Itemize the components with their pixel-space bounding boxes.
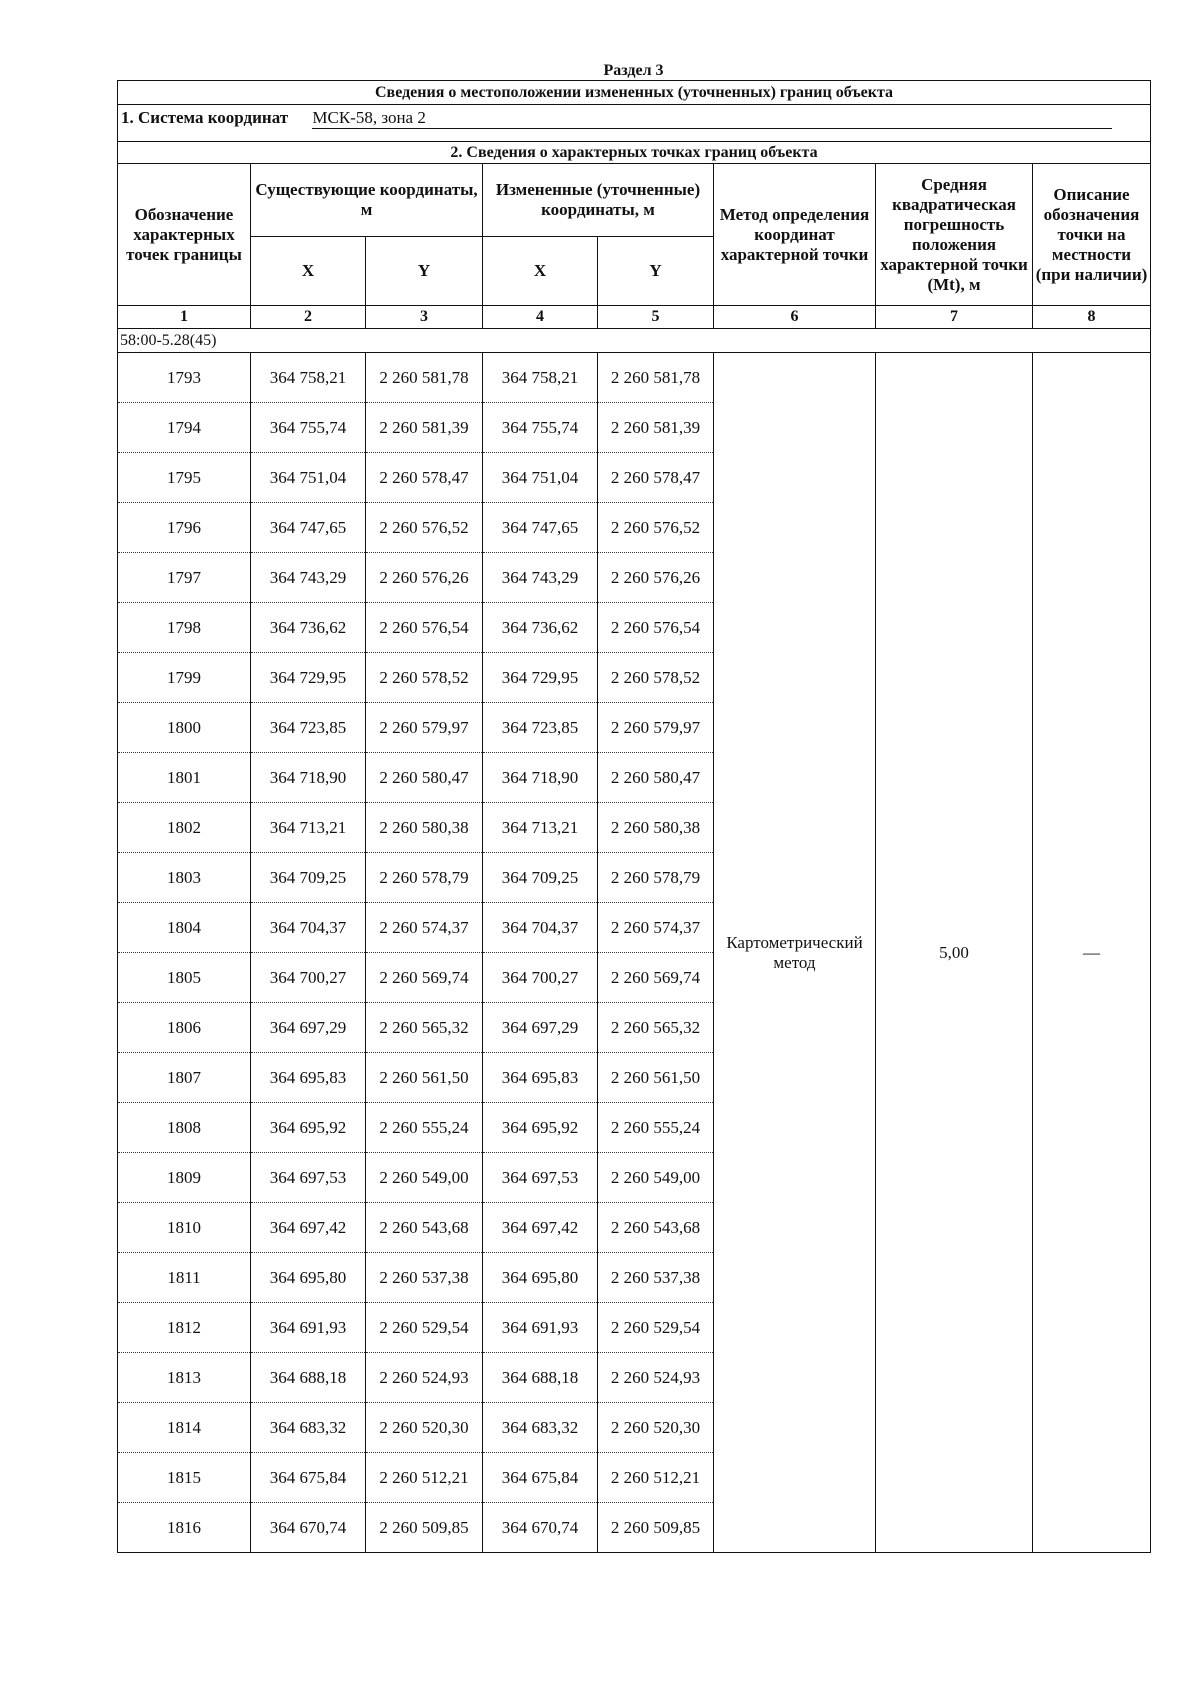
changed-x-value: 364 755,74 (483, 403, 598, 453)
existing-x-value: 364 691,93 (251, 1303, 366, 1353)
col-point-designation: Обозначение характерных точек границы (118, 164, 251, 306)
table-row (118, 353, 1151, 403)
changed-y-value: 2 260 581,78 (598, 353, 714, 403)
existing-x-value: 364 747,65 (251, 503, 366, 553)
changed-y-value: 2 260 580,38 (598, 803, 714, 853)
col-number-3: 3 (366, 306, 483, 329)
existing-x-value: 364 697,42 (251, 1203, 366, 1253)
existing-x-value: 364 736,62 (251, 603, 366, 653)
existing-x-value: 364 755,74 (251, 403, 366, 453)
col-changed-coords: Измененные (уточненные) координаты, м (483, 164, 714, 237)
existing-y-value: 2 260 537,38 (366, 1253, 483, 1303)
changed-y-value: 2 260 581,39 (598, 403, 714, 453)
existing-y-value: 2 260 561,50 (366, 1053, 483, 1103)
changed-x-value: 364 704,37 (483, 903, 598, 953)
changed-x-value: 364 751,04 (483, 453, 598, 503)
existing-x-value: 364 670,74 (251, 1503, 366, 1553)
changed-y-value: 2 260 574,37 (598, 903, 714, 953)
existing-x-value: 364 751,04 (251, 453, 366, 503)
changed-x-value: 364 709,25 (483, 853, 598, 903)
col-number-5: 5 (598, 306, 714, 329)
existing-y-value: 2 260 512,21 (366, 1453, 483, 1503)
col-changed-x: X (483, 237, 598, 306)
existing-x-value: 364 688,18 (251, 1353, 366, 1403)
changed-y-value: 2 260 576,26 (598, 553, 714, 603)
point-id: 1800 (118, 703, 251, 753)
existing-x-value: 364 697,53 (251, 1153, 366, 1203)
existing-x-value: 364 700,27 (251, 953, 366, 1003)
existing-y-value: 2 260 543,68 (366, 1203, 483, 1253)
point-id: 1816 (118, 1503, 251, 1553)
existing-y-value: 2 260 578,52 (366, 653, 483, 703)
point-id: 1798 (118, 603, 251, 653)
point-id: 1806 (118, 1003, 251, 1053)
point-id: 1796 (118, 503, 251, 553)
cadastral-number: 58:00-5.28(45) (118, 329, 1151, 353)
changed-x-value: 364 695,92 (483, 1103, 598, 1153)
point-id: 1795 (118, 453, 251, 503)
existing-y-value: 2 260 576,52 (366, 503, 483, 553)
existing-y-value: 2 260 574,37 (366, 903, 483, 953)
changed-x-value: 364 683,32 (483, 1403, 598, 1453)
table-subtitle: 2. Сведения о характерных точках границ объекта (118, 142, 1151, 164)
point-id: 1808 (118, 1103, 251, 1153)
boundary-points-table (117, 80, 1151, 1553)
coordinate-system-row (118, 105, 1151, 132)
changed-x-value: 364 697,42 (483, 1203, 598, 1253)
existing-y-value: 2 260 580,38 (366, 803, 483, 853)
changed-x-value: 364 736,62 (483, 603, 598, 653)
point-id: 1809 (118, 1153, 251, 1203)
changed-x-value: 364 713,21 (483, 803, 598, 853)
existing-y-value: 2 260 580,47 (366, 753, 483, 803)
changed-y-value: 2 260 578,47 (598, 453, 714, 503)
changed-x-value: 364 723,85 (483, 703, 598, 753)
existing-x-value: 364 695,83 (251, 1053, 366, 1103)
existing-x-value: 364 743,29 (251, 553, 366, 603)
existing-y-value: 2 260 529,54 (366, 1303, 483, 1353)
existing-y-value: 2 260 509,85 (366, 1503, 483, 1553)
changed-y-value: 2 260 569,74 (598, 953, 714, 1003)
changed-y-value: 2 260 520,30 (598, 1403, 714, 1453)
existing-y-value: 2 260 520,30 (366, 1403, 483, 1453)
coordinate-system-label: 1. Система координат (121, 107, 289, 127)
point-id: 1814 (118, 1403, 251, 1453)
existing-x-value: 364 704,37 (251, 903, 366, 953)
changed-x-value: 364 747,65 (483, 503, 598, 553)
existing-x-value: 364 695,92 (251, 1103, 366, 1153)
existing-x-value: 364 697,29 (251, 1003, 366, 1053)
changed-y-value: 2 260 578,52 (598, 653, 714, 703)
existing-y-value: 2 260 555,24 (366, 1103, 483, 1153)
point-id: 1794 (118, 403, 251, 453)
existing-y-value: 2 260 524,93 (366, 1353, 483, 1403)
changed-y-value: 2 260 524,93 (598, 1353, 714, 1403)
existing-x-value: 364 675,84 (251, 1453, 366, 1503)
col-number-7: 7 (876, 306, 1033, 329)
point-id: 1815 (118, 1453, 251, 1503)
existing-x-value: 364 709,25 (251, 853, 366, 903)
changed-x-value: 364 718,90 (483, 753, 598, 803)
col-method: Метод определения координат характерной точки (714, 164, 876, 306)
changed-y-value: 2 260 565,32 (598, 1003, 714, 1053)
changed-y-value: 2 260 537,38 (598, 1253, 714, 1303)
point-id: 1799 (118, 653, 251, 703)
section-title: Раздел 3 (603, 62, 664, 79)
existing-y-value: 2 260 549,00 (366, 1153, 483, 1203)
spacer-row (118, 131, 1151, 142)
point-id: 1802 (118, 803, 251, 853)
existing-y-value: 2 260 565,32 (366, 1003, 483, 1053)
coordinate-system-value: МСК-58, зона 2 (312, 108, 1112, 129)
existing-x-value: 364 718,90 (251, 753, 366, 803)
col-number-1: 1 (118, 306, 251, 329)
changed-y-value: 2 260 549,00 (598, 1153, 714, 1203)
point-id: 1793 (118, 353, 251, 403)
col-number-4: 4 (483, 306, 598, 329)
col-description: Описание обозначения точки на местности (при наличии) (1033, 164, 1151, 306)
changed-y-value: 2 260 579,97 (598, 703, 714, 753)
changed-x-value: 364 691,93 (483, 1303, 598, 1353)
col-existing-x: X (251, 237, 366, 306)
changed-x-value: 364 675,84 (483, 1453, 598, 1503)
existing-x-value: 364 683,32 (251, 1403, 366, 1453)
method-value: Картометрический метод (714, 353, 876, 1553)
changed-y-value: 2 260 580,47 (598, 753, 714, 803)
description-value: — (1033, 353, 1151, 1553)
point-id: 1805 (118, 953, 251, 1003)
changed-x-value: 364 697,53 (483, 1153, 598, 1203)
existing-y-value: 2 260 581,78 (366, 353, 483, 403)
col-existing-coords: Существующие координаты, м (251, 164, 483, 237)
changed-x-value: 364 695,80 (483, 1253, 598, 1303)
existing-y-value: 2 260 569,74 (366, 953, 483, 1003)
col-number-8: 8 (1033, 306, 1151, 329)
point-id: 1797 (118, 553, 251, 603)
existing-y-value: 2 260 578,79 (366, 853, 483, 903)
existing-y-value: 2 260 576,26 (366, 553, 483, 603)
point-id: 1812 (118, 1303, 251, 1353)
col-changed-y: Y (598, 237, 714, 306)
col-number-2: 2 (251, 306, 366, 329)
point-id: 1807 (118, 1053, 251, 1103)
changed-y-value: 2 260 543,68 (598, 1203, 714, 1253)
existing-y-value: 2 260 581,39 (366, 403, 483, 453)
existing-x-value: 364 723,85 (251, 703, 366, 753)
col-error: Средняя квадратическая погрешность положения характерной точки (Mt), м (876, 164, 1033, 306)
point-id: 1803 (118, 853, 251, 903)
changed-x-value: 364 700,27 (483, 953, 598, 1003)
existing-y-value: 2 260 578,47 (366, 453, 483, 503)
changed-y-value: 2 260 576,52 (598, 503, 714, 553)
col-existing-y: Y (366, 237, 483, 306)
changed-x-value: 364 697,29 (483, 1003, 598, 1053)
table-title: Сведения о местоположении измененных (уточненных) границ объекта (118, 81, 1151, 105)
existing-y-value: 2 260 576,54 (366, 603, 483, 653)
changed-y-value: 2 260 555,24 (598, 1103, 714, 1153)
existing-y-value: 2 260 579,97 (366, 703, 483, 753)
col-number-6: 6 (714, 306, 876, 329)
point-id: 1813 (118, 1353, 251, 1403)
changed-y-value: 2 260 578,79 (598, 853, 714, 903)
point-id: 1811 (118, 1253, 251, 1303)
changed-x-value: 364 743,29 (483, 553, 598, 603)
changed-y-value: 2 260 529,54 (598, 1303, 714, 1353)
changed-y-value: 2 260 576,54 (598, 603, 714, 653)
point-id: 1804 (118, 903, 251, 953)
changed-y-value: 2 260 509,85 (598, 1503, 714, 1553)
changed-x-value: 364 758,21 (483, 353, 598, 403)
changed-x-value: 364 729,95 (483, 653, 598, 703)
existing-x-value: 364 713,21 (251, 803, 366, 853)
existing-x-value: 364 729,95 (251, 653, 366, 703)
point-id: 1810 (118, 1203, 251, 1253)
changed-y-value: 2 260 512,21 (598, 1453, 714, 1503)
changed-x-value: 364 670,74 (483, 1503, 598, 1553)
existing-x-value: 364 758,21 (251, 353, 366, 403)
changed-x-value: 364 688,18 (483, 1353, 598, 1403)
existing-x-value: 364 695,80 (251, 1253, 366, 1303)
point-id: 1801 (118, 753, 251, 803)
error-value: 5,00 (876, 353, 1033, 1553)
changed-x-value: 364 695,83 (483, 1053, 598, 1103)
changed-y-value: 2 260 561,50 (598, 1053, 714, 1103)
